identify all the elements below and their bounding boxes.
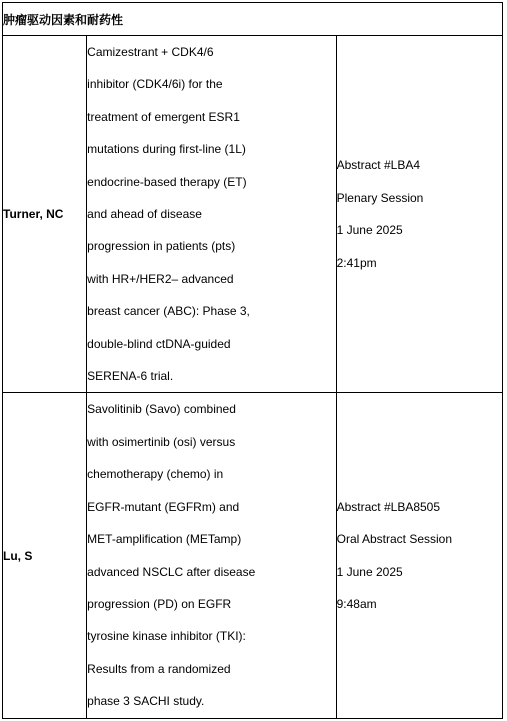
- title-line: inhibitor (CDK4/6i) for the: [87, 77, 223, 92]
- abstract-table: [2, 2, 503, 719]
- title-line: tyrosine kinase inhibitor (TKI):: [87, 629, 246, 644]
- abstract-title: [87, 36, 336, 393]
- title-line: with osimertinib (osi) versus: [87, 434, 236, 449]
- title-line: phase 3 SACHI study.: [87, 694, 205, 709]
- title-line: endocrine-based therapy (ET): [87, 174, 247, 189]
- presenter-name: Turner, NC: [3, 36, 87, 393]
- session-info: [336, 36, 502, 393]
- title-line: Camizestrant + CDK4/6: [87, 45, 214, 59]
- title-line: Results from a randomized: [87, 661, 231, 676]
- title-line: Savolitinib (Savo) combined: [87, 402, 236, 417]
- abstract-title: [87, 393, 336, 718]
- title-line: SERENA-6 trial.: [87, 369, 174, 384]
- section-header-row: [3, 3, 503, 36]
- title-line: advanced NSCLC after disease: [87, 564, 256, 579]
- session-time: 2:41pm: [336, 255, 377, 270]
- session-date: 1 June 2025: [336, 223, 403, 238]
- session-type: Oral Abstract Session: [336, 532, 453, 547]
- presenter-name: Lu, S: [3, 393, 87, 718]
- title-line: progression (PD) on EGFR: [87, 596, 232, 611]
- title-line: with HR+/HER2– advanced: [87, 271, 234, 286]
- title-line: and ahead of disease: [87, 207, 202, 222]
- abstract-number: Abstract #LBA8505: [336, 499, 441, 514]
- title-line: double-blind ctDNA-guided: [87, 336, 231, 351]
- title-line: MET-amplification (METamp): [87, 532, 242, 547]
- abstract-number: Abstract #LBA4: [336, 158, 421, 173]
- title-line: chemotherapy (chemo) in: [87, 467, 224, 482]
- title-line: treatment of emergent ESR1: [87, 109, 240, 124]
- title-line: breast cancer (ABC): Phase 3,: [87, 304, 250, 319]
- session-info: [336, 393, 502, 718]
- table-row: [3, 393, 503, 718]
- session-type: Plenary Session: [336, 190, 424, 205]
- session-time: 9:48am: [336, 596, 377, 611]
- title-line: EGFR-mutant (EGFRm) and: [87, 499, 240, 514]
- section-header: 肿瘤驱动因素和耐药性: [3, 3, 503, 36]
- title-line: mutations during first-line (1L): [87, 142, 246, 157]
- session-date: 1 June 2025: [336, 564, 403, 579]
- table-row: [3, 36, 503, 393]
- title-line: progression in patients (pts): [87, 239, 236, 254]
